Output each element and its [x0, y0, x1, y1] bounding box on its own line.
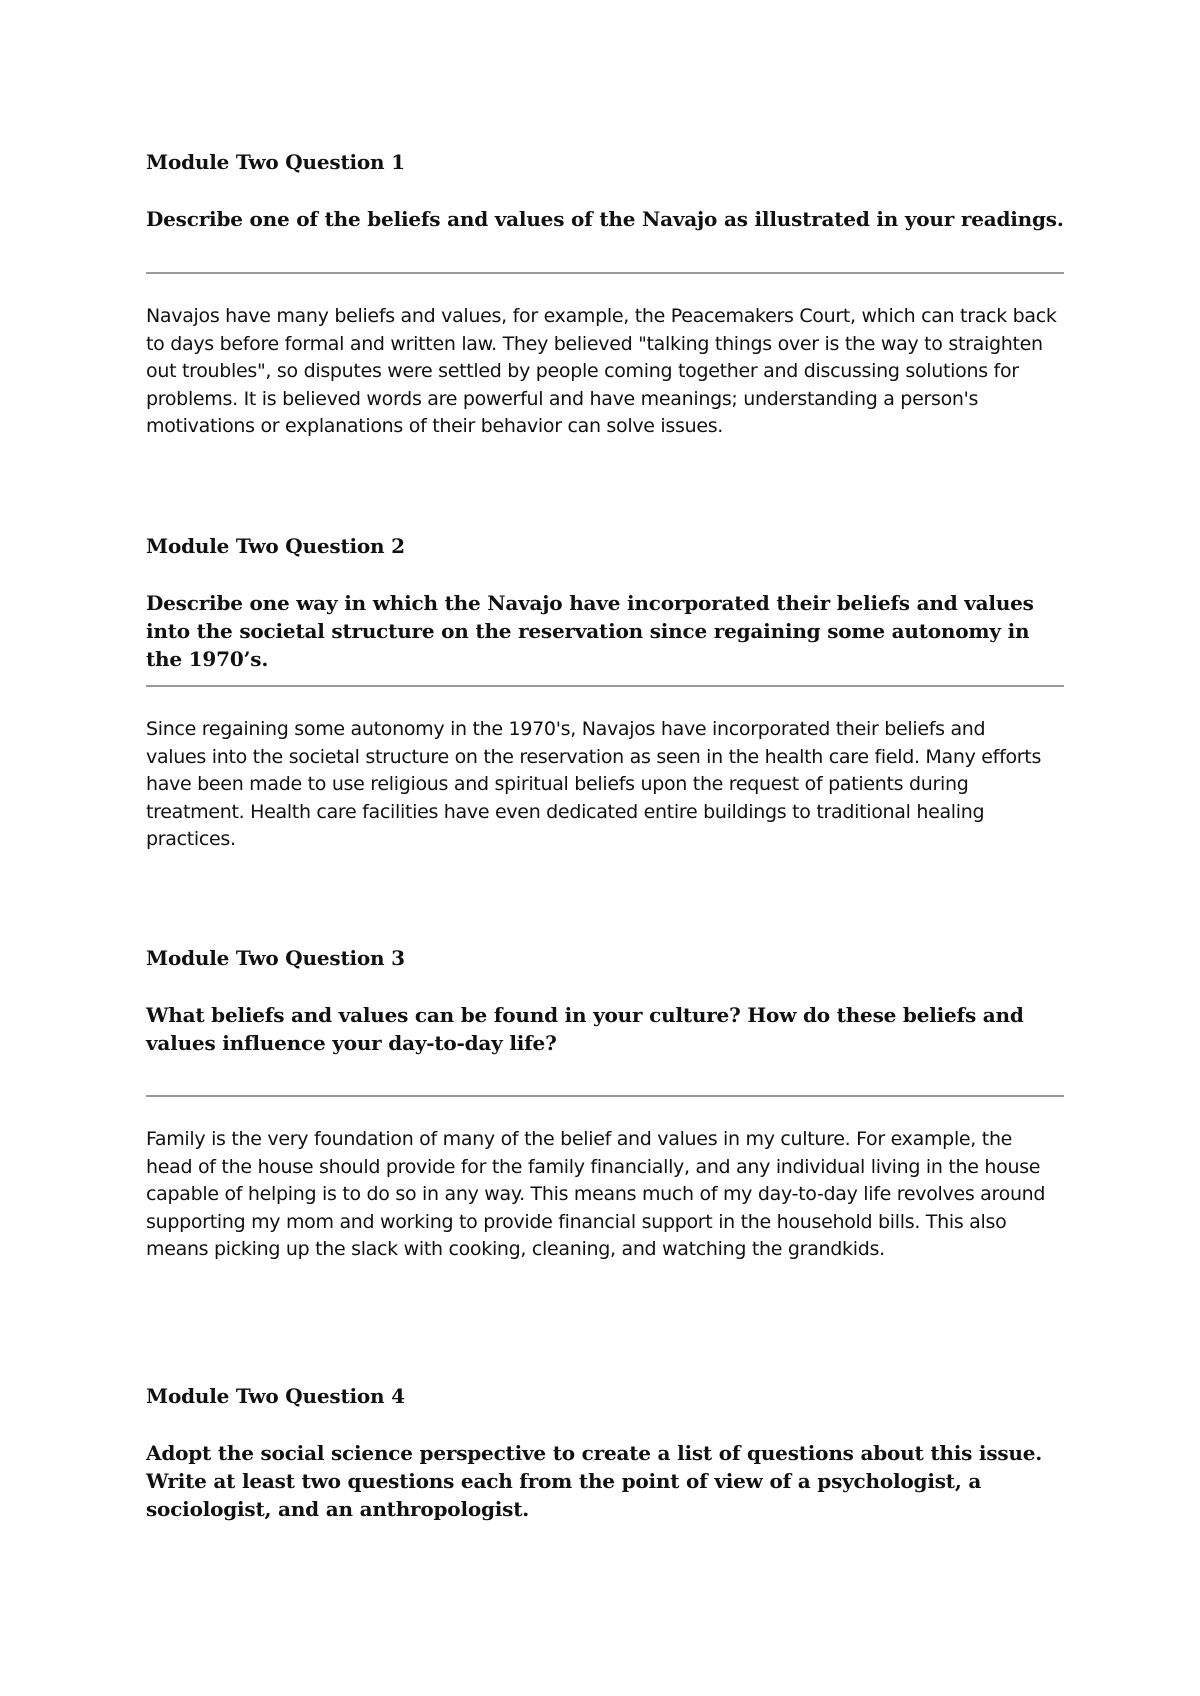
question-prompt: Adopt the social science perspective to create a list of questions about this issue. Write at least two questions each from the point of view of a psychologist, a sociologist, and an anthropologist. [146, 1441, 1043, 1521]
question-prompt: Describe one way in which the Navajo have incorporated their beliefs and values into the societal structure on the reservation since regaining some autonomy in the 1970’s. [146, 591, 1034, 671]
answer-text: Family is the very foundation of many of the belief and values in my culture. For example, the head of the house should provide for the family financially, and any individual living in the house capable of helping is to do so in any way. This means much of my day-to-day life revolves around supporting my mom and working to provide financial support in the household bills. This also means picking up the slack with cooking, cleaning, and watching the grandkids. [146, 1128, 1046, 1260]
answer-text: Since regaining some autonomy in the 1970's, Navajos have incorporated their beliefs and values into the societal structure on the reservation as seen in the health care field. Many efforts have been made to use religious and spiritual beliefs upon the request of patients during treatment. Health care facilities have even dedicated entire buildings to traditional healing practices. [146, 718, 1042, 850]
question-prompt: What beliefs and values can be found in your culture? How do these beliefs and values influence your day-to-day life? [146, 1003, 1024, 1055]
question-heading: Module Two Question 2 [146, 534, 405, 558]
question-heading: Module Two Question 1 [146, 150, 405, 174]
question-section-4 [146, 1382, 1064, 1521]
question-section-1 [146, 148, 1064, 437]
question-section-2 [146, 532, 1064, 850]
answer-text: Navajos have many beliefs and values, for example, the Peacemakers Court, which can track back to days before formal and written law. They believed "talking things over is the way to straighten out troubles", so disputes were settled by people coming together and discussing solutions for problems. It is believed words are powerful and have meanings; understanding a person's motivations or explanations of their behavior can solve issues. [146, 305, 1057, 437]
answer-divider [146, 1095, 1064, 1097]
question-heading: Module Two Question 3 [146, 946, 405, 970]
answer-divider [146, 685, 1064, 687]
question-section-3 [146, 944, 1064, 1260]
answer-divider [146, 272, 1064, 274]
question-heading: Module Two Question 4 [146, 1384, 405, 1408]
question-prompt: Describe one of the beliefs and values of the Navajo as illustrated in your readings. [146, 207, 1064, 231]
